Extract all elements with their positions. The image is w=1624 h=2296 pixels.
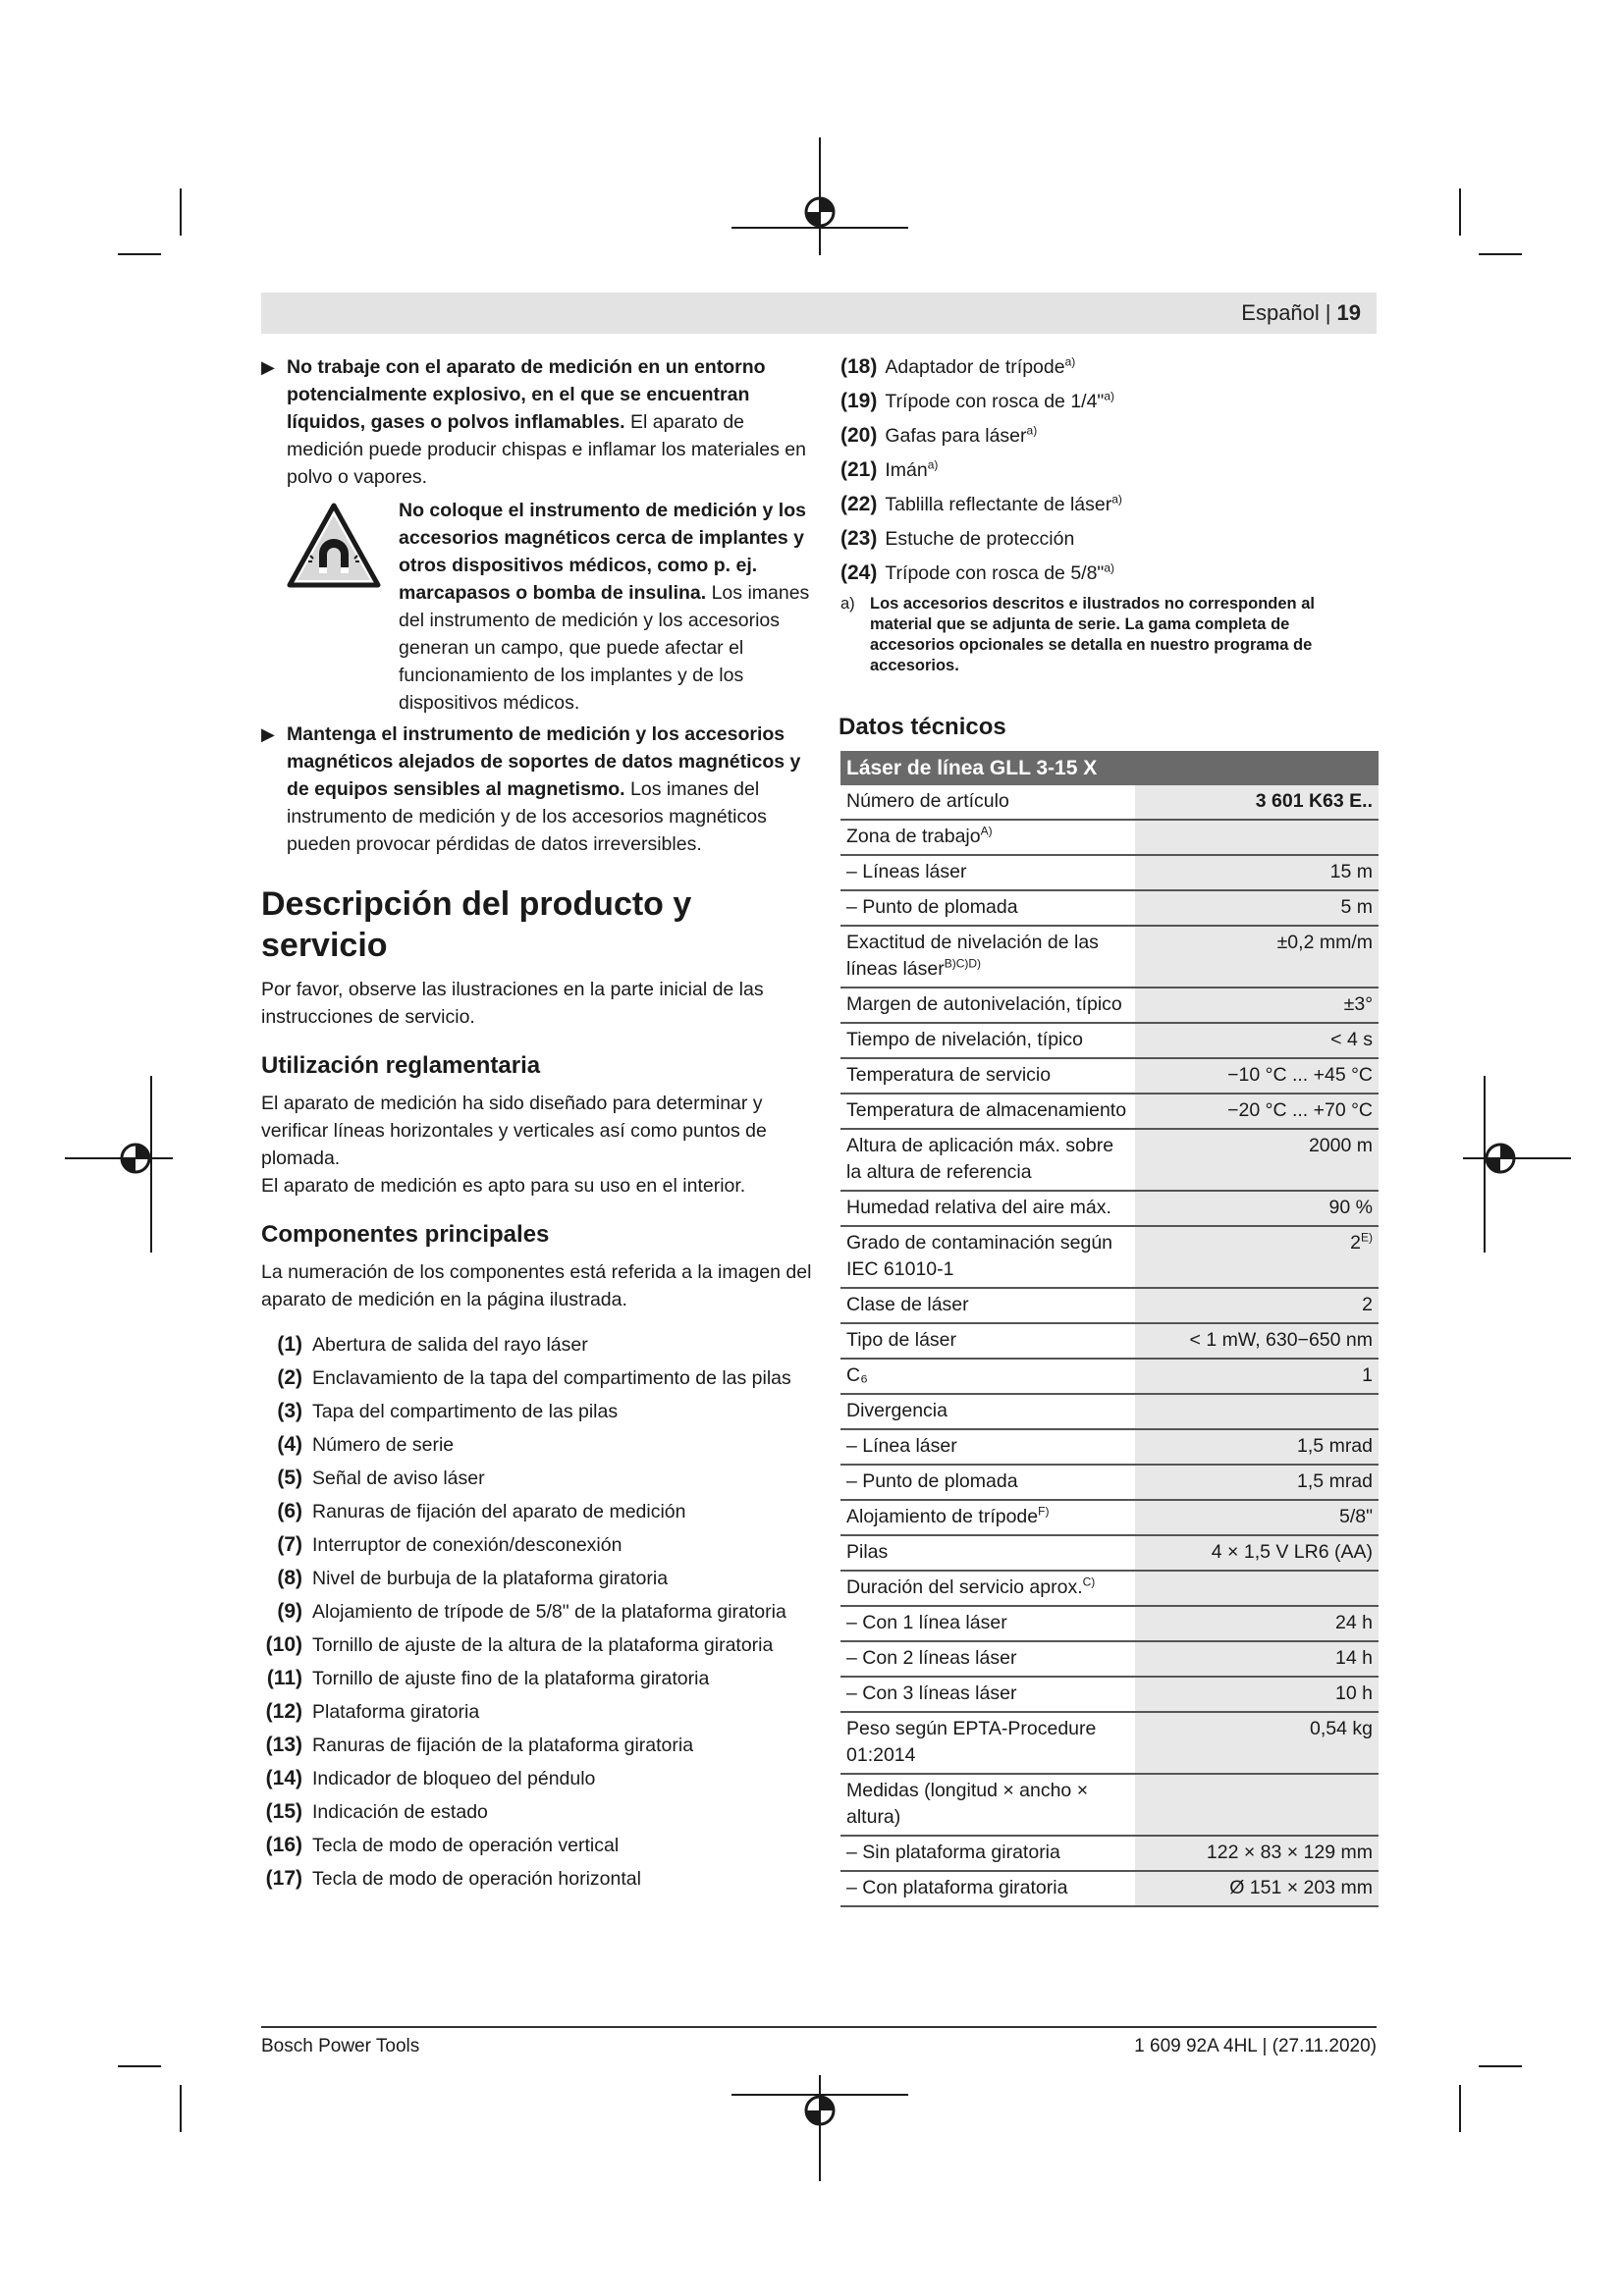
header-text: Español | 19 — [1241, 300, 1361, 325]
spec-label: – Con plataforma giratoria — [840, 1871, 1135, 1906]
list-item — [261, 1465, 813, 1492]
section-title: Descripción del producto y servicio — [261, 885, 692, 964]
item-number: (22) — [840, 493, 878, 515]
item-text: Adaptador de trípode$^{a)}$ — [885, 354, 1076, 378]
spec-label: Exactitud de nivelación de las líneas láser$^{B)C)D)}$ — [840, 926, 1135, 988]
safety-bullet — [261, 353, 813, 491]
item-text: Nivel de burbuja de la plataforma giratoria — [312, 1568, 669, 1589]
bullet-triangle-icon: ▶ — [261, 357, 275, 377]
table-row — [840, 988, 1379, 1023]
page-header — [261, 293, 1377, 334]
list-item — [261, 1364, 813, 1392]
table-row — [840, 1774, 1379, 1836]
crop-mark — [1459, 2085, 1461, 2132]
section-intro: Por favor, observe las ilustraciones en la parte inicial de las instrucciones de servicio. — [261, 979, 764, 1028]
spec-value: 1,5 mrad — [1135, 1429, 1379, 1465]
spec-value: 3 601 K63 E.. — [1135, 785, 1379, 820]
item-number: (10) — [265, 1633, 302, 1656]
crop-mark — [118, 253, 161, 255]
table-row — [840, 785, 1379, 820]
table-row — [840, 1500, 1379, 1535]
item-text: Imán$^{a)}$ — [885, 457, 939, 481]
page-footer — [261, 2026, 1377, 2057]
item-footnote-ref: a) — [1064, 354, 1076, 369]
spec-value: 2 — [1135, 1288, 1379, 1323]
item-text: Plataforma giratoria — [312, 1701, 480, 1723]
item-footnote-ref: a) — [1026, 423, 1038, 438]
item-number: (16) — [265, 1834, 302, 1856]
item-number: (2) — [277, 1366, 302, 1389]
item-number: (11) — [266, 1667, 302, 1689]
table-row — [840, 1129, 1379, 1191]
warning-text: Los imanes del instrumento de medición y los accesorios generan un campo, que puede afectar el funcionamiento de los implantes y de los dispositivos médicos. — [399, 582, 810, 714]
spec-value: 1,5 mrad — [1135, 1465, 1379, 1500]
spec-label: Número de artículo — [840, 785, 1135, 820]
table-row — [840, 890, 1379, 926]
spec-value: −20 °C ... +70 °C — [1135, 1094, 1379, 1129]
spec-value: 5/8" — [1135, 1500, 1379, 1535]
item-text: Indicador de bloqueo del péndulo — [312, 1768, 596, 1789]
spec-value: ±3° — [1135, 988, 1379, 1023]
list-item — [261, 1665, 813, 1692]
safety-bullet — [261, 721, 813, 858]
registration-mark-icon — [65, 1076, 173, 1253]
spec-label: Duración del servicio aprox.$^{C)}$ — [840, 1571, 1135, 1606]
spec-value-footnote-ref: E) — [1361, 1230, 1373, 1245]
spec-footnote-ref: F) — [1038, 1504, 1050, 1519]
magnet-warning-icon — [287, 503, 381, 589]
components-list — [261, 1331, 813, 1893]
item-number: (6) — [277, 1500, 302, 1522]
item-text: Interruptor de conexión/desconexión — [312, 1534, 623, 1556]
item-text: Trípode con rosca de 1/4"$^{a)}$ — [885, 389, 1115, 412]
spec-value: 1 — [1135, 1359, 1379, 1394]
item-number: (3) — [277, 1400, 302, 1422]
list-item — [261, 1398, 813, 1425]
table-row — [840, 926, 1379, 988]
spec-label: Temperatura de servicio — [840, 1058, 1135, 1094]
list-item — [261, 1832, 813, 1859]
list-item — [261, 1631, 813, 1659]
item-text: Trípode con rosca de 5/8"$^{a)}$ — [885, 561, 1115, 584]
item-text: Estuche de protección — [885, 528, 1075, 550]
spec-label: Alojamiento de trípode$^{F)}$ — [840, 1500, 1135, 1535]
spec-label: – Líneas láser — [840, 855, 1135, 890]
item-number: (13) — [265, 1734, 302, 1756]
page-number: 19 — [1336, 300, 1361, 325]
table-row — [840, 1226, 1379, 1288]
use-text: El aparato de medición es apto para su uso en el interior. — [261, 1175, 746, 1197]
list-item — [261, 1531, 813, 1559]
item-footnote-ref: a) — [1104, 561, 1115, 575]
list-item — [261, 1698, 813, 1726]
item-number: (9) — [277, 1600, 302, 1623]
list-item — [261, 1765, 813, 1792]
item-text: Abertura de salida del rayo láser — [312, 1334, 588, 1356]
list-item — [261, 1431, 813, 1459]
spec-label: Pilas — [840, 1535, 1135, 1571]
table-header: Láser de línea GLL 3-15 X — [840, 751, 1379, 785]
spec-value: 4 × 1,5 V LR6 (AA) — [1135, 1535, 1379, 1571]
list-item — [840, 456, 1379, 484]
item-number: (4) — [277, 1433, 302, 1456]
table-row — [840, 1023, 1379, 1058]
item-number: (12) — [265, 1700, 302, 1723]
spec-value — [1135, 1774, 1379, 1836]
spec-value: $2^{E)}$ — [1135, 1226, 1379, 1288]
spec-footnote-ref: B)C)D) — [944, 956, 982, 971]
item-number: (20) — [840, 424, 878, 447]
item-text: Tecla de modo de operación vertical — [312, 1835, 620, 1856]
item-text: Tapa del compartimento de las pilas — [312, 1401, 619, 1422]
header-language: Español — [1241, 300, 1320, 325]
spec-value: ±0,2 mm/m — [1135, 926, 1379, 988]
list-item — [840, 353, 1379, 381]
item-number: (1) — [277, 1333, 302, 1356]
table-row — [840, 1094, 1379, 1129]
components-list-continued — [840, 353, 1379, 587]
spec-label: Zona de trabajo$^{A)}$ — [840, 820, 1135, 855]
list-item — [840, 491, 1379, 518]
spec-value: 5 m — [1135, 890, 1379, 926]
list-item — [261, 1565, 813, 1592]
spec-footnote-ref: A) — [980, 824, 993, 838]
spec-value: 15 m — [1135, 855, 1379, 890]
table-row — [840, 1836, 1379, 1871]
spec-value: 2000 m — [1135, 1129, 1379, 1191]
item-text: Gafas para láser$^{a)}$ — [885, 423, 1038, 447]
spec-value: 14 h — [1135, 1641, 1379, 1677]
footer-left: Bosch Power Tools — [261, 2036, 420, 2056]
bullet-text: Los imanes del instrumento de medición y de los accesorios magnéticos pueden provocar pérdidas de datos irreversibles. — [287, 778, 767, 855]
item-text: Señal de aviso láser — [312, 1468, 485, 1489]
table-row — [840, 1712, 1379, 1774]
table-row — [840, 820, 1379, 855]
table-row — [840, 1359, 1379, 1394]
spec-label: – Punto de plomada — [840, 890, 1135, 926]
item-number: (18) — [840, 355, 878, 378]
item-number: (14) — [265, 1767, 302, 1789]
table-row — [840, 1606, 1379, 1641]
bullet-text: El aparato de medición puede producir chispas e inflamar los materiales en polvo o vapores. — [287, 411, 806, 488]
item-number: (17) — [265, 1867, 302, 1890]
warning-bold: No coloque el instrumento de medición y los accesorios magnéticos cerca de implantes y otros dispositivos médicos, como p. ej. marcapasos o bomba de insulina. — [399, 500, 806, 604]
spec-label: Altura de aplicación máx. sobre la altura de referencia — [840, 1129, 1135, 1191]
crop-mark — [1479, 2065, 1522, 2067]
spec-value: 122 × 83 × 129 mm — [1135, 1836, 1379, 1871]
item-number: (8) — [277, 1567, 302, 1589]
table-row — [840, 1191, 1379, 1226]
spec-label: C₆ — [840, 1359, 1135, 1394]
item-text: Tablilla reflectante de láser$^{a)}$ — [885, 492, 1122, 515]
table-row — [840, 1535, 1379, 1571]
crop-mark — [180, 2085, 182, 2132]
spec-value — [1135, 1571, 1379, 1606]
spec-label: Tiempo de nivelación, típico — [840, 1023, 1135, 1058]
spec-value: 90 % — [1135, 1191, 1379, 1226]
spec-value: Ø 151 × 203 mm — [1135, 1871, 1379, 1906]
spec-value — [1135, 820, 1379, 855]
item-number: (24) — [840, 561, 878, 584]
spec-value: < 4 s — [1135, 1023, 1379, 1058]
bullet-triangle-icon: ▶ — [261, 724, 275, 744]
item-text: Ranuras de fijación de la plataforma giratoria — [312, 1735, 694, 1756]
item-text: Tornillo de ajuste de la altura de la plataforma giratoria — [312, 1634, 774, 1656]
registration-mark-icon — [731, 2075, 908, 2183]
item-number: (7) — [277, 1533, 302, 1556]
footnote-text: Los accesorios descritos e ilustrados no corresponden al material que se adjunta de serie. La gama completa de accesorios opcionales se detalla en nuestro programa de accesorios. — [870, 595, 1315, 674]
item-footnote-ref: a) — [1104, 389, 1115, 403]
spec-value: −10 °C ... +45 °C — [1135, 1058, 1379, 1094]
spec-value — [1135, 1394, 1379, 1429]
item-number: (21) — [840, 458, 878, 481]
spec-label: Medidas (longitud × ancho × altura) — [840, 1774, 1135, 1836]
spec-label: Tipo de láser — [840, 1323, 1135, 1359]
footer-right: 1 609 92A 4HL | (27.11.2020) — [1134, 2036, 1377, 2056]
registration-mark-icon — [731, 137, 908, 265]
crop-mark — [118, 2065, 161, 2067]
spec-label: – Con 2 líneas láser — [840, 1641, 1135, 1677]
spec-label: Humedad relativa del aire máx. — [840, 1191, 1135, 1226]
left-column — [261, 353, 813, 1898]
footnote — [840, 594, 1379, 676]
item-number: (19) — [840, 390, 878, 412]
use-text: El aparato de medición ha sido diseñado para determinar y verificar líneas horizontales y verticales así como puntos de plomada. — [261, 1093, 767, 1169]
spec-label: Peso según EPTA-Procedure 01:2014 — [840, 1712, 1135, 1774]
item-text: Indicación de estado — [312, 1801, 488, 1823]
spec-label: – Con 1 línea láser — [840, 1606, 1135, 1641]
item-text: Número de serie — [312, 1434, 455, 1456]
use-title: Utilización reglamentaria — [261, 1052, 541, 1079]
spec-value: 10 h — [1135, 1677, 1379, 1712]
table-row — [840, 1571, 1379, 1606]
spec-value: < 1 mW, 630−650 nm — [1135, 1323, 1379, 1359]
table-row — [840, 1641, 1379, 1677]
table-row — [840, 1429, 1379, 1465]
item-number: (5) — [277, 1467, 302, 1489]
tech-data-title: Datos técnicos — [839, 714, 1006, 740]
crop-mark — [1479, 253, 1522, 255]
table-row — [840, 1323, 1379, 1359]
bullet-bold: No trabaje con el aparato de medición en un entorno potencialmente explosivo, en el que se encuentran líquidos, gases o polvos inflamables. — [287, 356, 766, 433]
crop-mark — [180, 188, 182, 236]
magnet-warning — [287, 497, 813, 717]
spec-footnote-ref: C) — [1082, 1575, 1096, 1589]
footnote-label: a) — [840, 595, 855, 613]
item-number: (23) — [840, 527, 878, 550]
tech-data-table — [840, 751, 1379, 1907]
list-item — [261, 1331, 813, 1359]
spec-label: Divergencia — [840, 1394, 1135, 1429]
item-text: Tornillo de ajuste fino de la plataforma giratoria — [312, 1668, 710, 1689]
table-row — [840, 1871, 1379, 1906]
item-text: Tecla de modo de operación horizontal — [312, 1868, 641, 1890]
item-footnote-ref: a) — [927, 457, 939, 472]
table-row — [840, 1465, 1379, 1500]
spec-value: 24 h — [1135, 1606, 1379, 1641]
registration-mark-icon — [1463, 1076, 1571, 1253]
list-item — [261, 1798, 813, 1826]
item-footnote-ref: a) — [1111, 492, 1122, 507]
item-number: (15) — [265, 1800, 302, 1823]
list-item — [261, 1865, 813, 1893]
components-intro: La numeración de los componentes está referida a la imagen del aparato de medición en la página ilustrada. — [261, 1261, 812, 1310]
list-item — [261, 1732, 813, 1759]
spec-label: – Línea láser — [840, 1429, 1135, 1465]
spec-label: Margen de autonivelación, típico — [840, 988, 1135, 1023]
spec-label: – Con 3 líneas láser — [840, 1677, 1135, 1712]
spec-value: 0,54 kg — [1135, 1712, 1379, 1774]
list-item — [840, 525, 1379, 553]
list-item — [840, 388, 1379, 415]
spec-label: – Punto de plomada — [840, 1465, 1135, 1500]
list-item — [261, 1498, 813, 1525]
item-text: Alojamiento de trípode de 5/8" de la plataforma giratoria — [312, 1601, 786, 1623]
list-item — [840, 560, 1379, 587]
table-row — [840, 855, 1379, 890]
table-row — [840, 1677, 1379, 1712]
table-row — [840, 1394, 1379, 1429]
table-row — [840, 1288, 1379, 1323]
list-item — [840, 422, 1379, 450]
spec-label: Grado de contaminación según IEC 61010-1 — [840, 1226, 1135, 1288]
crop-mark — [1459, 188, 1461, 236]
item-text: Enclavamiento de la tapa del compartimento de las pilas — [312, 1367, 791, 1389]
bullet-bold: Mantenga el instrumento de medición y los accesorios magnéticos alejados de soportes de datos magnéticos y de equipos sensibles al magnetismo. — [287, 723, 801, 800]
spec-label: – Sin plataforma giratoria — [840, 1836, 1135, 1871]
spec-label: Clase de láser — [840, 1288, 1135, 1323]
spec-label: Temperatura de almacenamiento — [840, 1094, 1135, 1129]
right-column — [840, 353, 1379, 1907]
components-title: Componentes principales — [261, 1221, 550, 1248]
list-item — [261, 1598, 813, 1626]
item-text: Ranuras de fijación del aparato de medición — [312, 1501, 686, 1522]
table-row — [840, 1058, 1379, 1094]
